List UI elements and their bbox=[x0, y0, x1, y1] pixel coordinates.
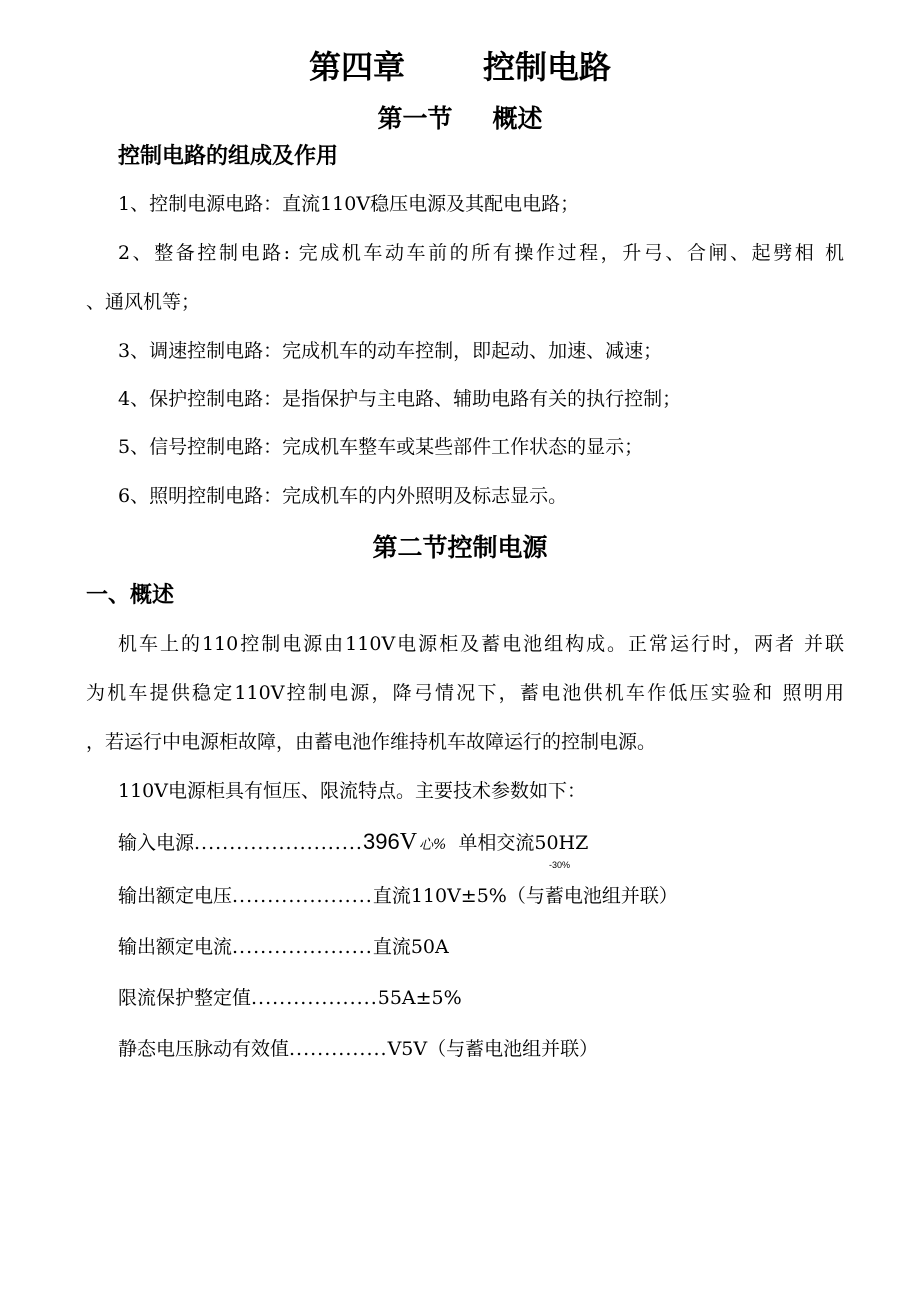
spec-value-subscript: -30% bbox=[549, 860, 571, 870]
list-item: 5、信号控制电路：完成机车整车或某些部件工作状态的显示； bbox=[118, 436, 644, 458]
section-1-heading bbox=[0, 101, 920, 137]
spec-leader-dots: .................... bbox=[232, 936, 373, 958]
spec-leader-dots: .................... bbox=[232, 885, 373, 907]
spec-label: 限流保护整定值 bbox=[118, 987, 252, 1009]
spec-value-number bbox=[363, 829, 417, 854]
list-item-continuation: 、通风机等； bbox=[86, 291, 201, 313]
spec-leader-dots: .................. bbox=[251, 987, 378, 1009]
spec-label: 输出额定电压 bbox=[118, 885, 233, 907]
spec-value-tolerance: 心% bbox=[419, 837, 447, 853]
spec-value-rest: 单相交流50HZ bbox=[452, 832, 589, 854]
spec-value: V5V（与蓄电池组并联） bbox=[387, 1038, 599, 1060]
spec-label: 静态电压脉动有效值 bbox=[118, 1038, 290, 1060]
spec-leader-dots: .............. bbox=[289, 1038, 388, 1060]
input-voltage-unit: V bbox=[399, 829, 418, 855]
section-1-number: 第一节 bbox=[377, 104, 453, 133]
list-item: 3、调速控制电路：完成机车的动车控制，即起动、加速、减速； bbox=[118, 340, 663, 362]
paragraph-line: 机车上的110控制电源由110V电源柜及蓄电池组构成。正常运行时，两者 并联 bbox=[118, 633, 844, 655]
spec-value: 直流50A bbox=[372, 936, 449, 958]
spec-row-current-limit bbox=[118, 983, 818, 1013]
spec-value: 55A±5% bbox=[377, 987, 462, 1009]
list-item: 2、整备控制电路: 完成机车动车前的所有操作过程，升弓、合闸、起劈相 机 bbox=[118, 242, 844, 264]
section-2-heading: 第二节控制电源 bbox=[372, 533, 548, 562]
chapter-title: 控制电路 bbox=[483, 48, 612, 86]
section-1-title: 概述 bbox=[492, 104, 543, 133]
section-1-subheading: 控制电路的组成及作用 bbox=[118, 144, 339, 169]
spec-label: 输入电源 bbox=[118, 832, 195, 854]
list-item: 1、控制电源电路：直流110V稳压电源及其配电电路； bbox=[118, 193, 580, 215]
spec-row-output-voltage bbox=[118, 881, 818, 911]
chapter-heading bbox=[0, 44, 920, 90]
list-item: 4、保护控制电路：是指保护与主电路、辅助电路有关的执行控制； bbox=[118, 388, 682, 410]
chapter-number: 第四章 bbox=[308, 48, 405, 86]
spec-row-input-power bbox=[118, 827, 818, 860]
paragraph-line: 为机车提供稳定110V控制电源，降弓情况下，蓄电池供机车作低压实验和 照明用 bbox=[86, 682, 844, 704]
spec-intro: 110V电源柜具有恒压、限流特点。主要技术参数如下： bbox=[118, 780, 586, 802]
section-2-subheading: 一、概述 bbox=[86, 583, 175, 608]
spec-leader-dots: ........................ bbox=[194, 832, 363, 854]
spec-value: 直流110V±5%（与蓄电池组并联） bbox=[372, 885, 678, 907]
spec-row-ripple bbox=[118, 1034, 818, 1064]
list-item: 6、照明控制电路：完成机车的内外照明及标志显示。 bbox=[118, 485, 568, 507]
input-voltage-number: 396 bbox=[362, 829, 400, 854]
paragraph-line: ，若运行中电源柜故障，由蓄电池作维持机车故障运行的控制电源。 bbox=[86, 731, 657, 753]
spec-label: 输出额定电流 bbox=[118, 936, 233, 958]
spec-row-output-current bbox=[118, 932, 818, 962]
